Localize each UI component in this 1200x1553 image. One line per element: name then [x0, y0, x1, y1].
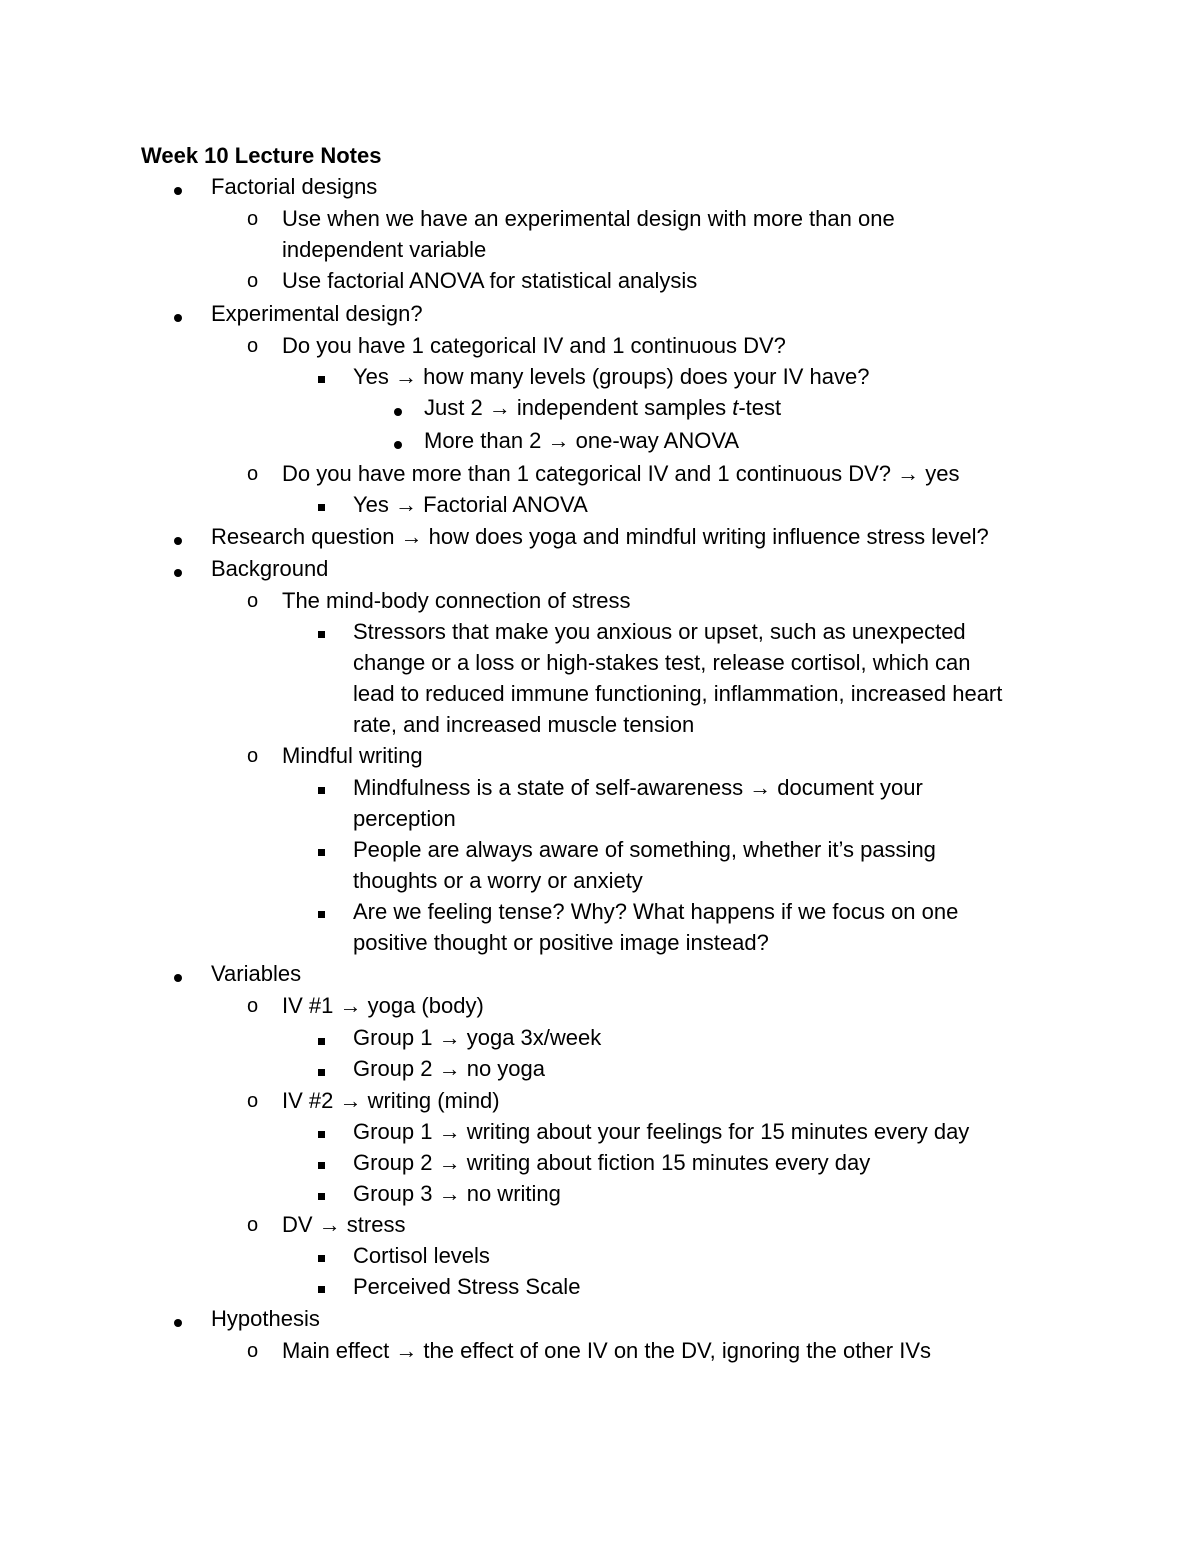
list-item-mind-body: The mind-body connection of stress: [282, 588, 631, 613]
list-item-people-aware: People are always aware of something, whether it’s passing: [353, 837, 936, 862]
bullet-square-icon: [318, 1178, 325, 1208]
bullet-square-icon: [318, 772, 325, 802]
list-item-iv2-group3: Group 3 → no writing: [353, 1181, 561, 1206]
list-item-stressors-cont-1: change or a loss or high-stakes test, release cortisol, which can: [353, 650, 971, 675]
bullet-o-icon: o: [247, 745, 259, 767]
list-item-iv1-group1: Group 1 → yoga 3x/week: [353, 1025, 602, 1050]
list-item-cortisol: Cortisol levels: [353, 1243, 490, 1268]
list-item-iv1: IV #1 → yoga (body): [282, 993, 484, 1018]
list-item-use-factorial-anova: Use factorial ANOVA for statistical analysis: [282, 268, 698, 293]
bullet-dot-icon: [174, 300, 182, 330]
bullet-dot-icon: [394, 394, 402, 424]
bullet-o-icon: o: [247, 463, 259, 485]
list-item-mindfulness-cont: perception: [353, 806, 456, 831]
bullet-dot-icon: [174, 1305, 182, 1335]
list-item-main-effect: Main effect → the effect of one IV on the DV, ignoring the other IVs: [282, 1338, 931, 1363]
bullet-o-icon: o: [247, 1214, 259, 1236]
list-item-use-when-cont: independent variable: [282, 237, 487, 262]
bullet-dot-icon: [394, 427, 402, 457]
list-item-variables: Variables: [211, 961, 302, 986]
list-item-hypothesis: Hypothesis: [211, 1306, 320, 1331]
bullet-o-icon: o: [247, 1090, 259, 1112]
bullet-square-icon: [318, 1054, 325, 1084]
bullet-o-icon: o: [247, 335, 259, 357]
list-item-iv2: IV #2 → writing (mind): [282, 1088, 500, 1113]
bullet-square-icon: [318, 1240, 325, 1270]
list-item-feeling-tense: Are we feeling tense? Why? What happens if we focus on one: [353, 899, 959, 924]
t-italic: t: [732, 395, 739, 420]
list-item-feeling-tense-cont: positive thought or positive image instead?: [353, 930, 769, 955]
bullet-square-icon: [318, 361, 325, 391]
list-item-yes-levels: Yes → how many levels (groups) does your IV have?: [353, 364, 870, 389]
page-title: Week 10 Lecture Notes: [141, 143, 382, 168]
bullet-square-icon: [318, 616, 325, 646]
list-item-stressors: Stressors that make you anxious or upset, such as unexpected: [353, 619, 966, 644]
list-item-yes-factorial: Yes → Factorial ANOVA: [353, 492, 588, 517]
list-item-mindful-writing: Mindful writing: [282, 743, 423, 768]
list-item-perceived-stress: Perceived Stress Scale: [353, 1274, 581, 1299]
list-item-people-aware-cont: thoughts or a worry or anxiety: [353, 868, 643, 893]
bullet-dot-icon: [174, 523, 182, 553]
list-item-use-when: Use when we have an experimental design with more than one: [282, 206, 895, 231]
list-item-factorial-designs: Factorial designs: [211, 174, 378, 199]
bullet-square-icon: [318, 1271, 325, 1301]
bullet-o-icon: o: [247, 1340, 259, 1362]
list-item-iv2-group1: Group 1 → writing about your feelings for 15 minutes every day: [353, 1119, 970, 1144]
test-text: -test: [738, 395, 782, 420]
list-item-mindfulness: Mindfulness is a state of self-awareness → document your: [353, 775, 923, 800]
bullet-o-icon: o: [247, 590, 259, 612]
bullet-square-icon: [318, 896, 325, 926]
bullet-o-icon: o: [247, 270, 259, 292]
list-item-one-categorical-iv: Do you have 1 categorical IV and 1 continuous DV?: [282, 333, 786, 358]
bullet-square-icon: [318, 1116, 325, 1146]
just-2-text: Just 2 → independent samples: [424, 395, 733, 420]
bullet-square-icon: [318, 834, 325, 864]
list-item-experimental-design: Experimental design?: [211, 301, 423, 326]
bullet-square-icon: [318, 1147, 325, 1177]
list-item-iv2-group2: Group 2 → writing about fiction 15 minutes every day: [353, 1150, 871, 1175]
list-item-stressors-cont-3: rate, and increased muscle tension: [353, 712, 695, 737]
bullet-square-icon: [318, 489, 325, 519]
list-item-dv: DV → stress: [282, 1212, 406, 1237]
bullet-o-icon: o: [247, 995, 259, 1017]
list-item-more-than-1-iv: Do you have more than 1 categorical IV and 1 continuous DV? → yes: [282, 461, 960, 486]
bullet-dot-icon: [174, 960, 182, 990]
list-item-iv1-group2: Group 2 → no yoga: [353, 1056, 546, 1081]
bullet-dot-icon: [174, 555, 182, 585]
bullet-square-icon: [318, 1023, 325, 1053]
list-item-more-than-2: More than 2 → one-way ANOVA: [424, 428, 740, 453]
bullet-dot-icon: [174, 173, 182, 203]
list-item-background: Background: [211, 556, 329, 581]
bullet-o-icon: o: [247, 208, 259, 230]
list-item-stressors-cont-2: lead to reduced immune functioning, inflammation, increased heart: [353, 681, 1003, 706]
list-item-just-2: [424, 393, 781, 423]
list-item-research-question: Research question → how does yoga and mindful writing influence stress level?: [211, 524, 989, 549]
